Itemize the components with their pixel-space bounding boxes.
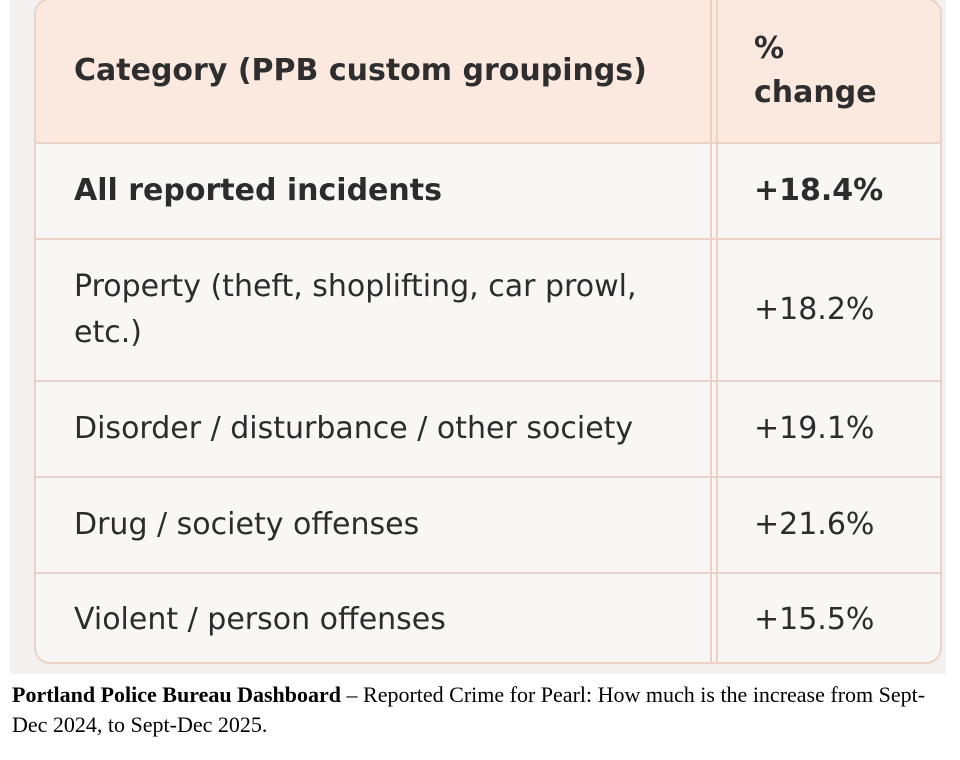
row-change: +18.2% bbox=[754, 292, 875, 327]
table-row-disorder bbox=[36, 382, 940, 478]
caption-title: Portland Police Bureau Dashboard bbox=[12, 682, 342, 707]
row-change: +21.6% bbox=[754, 507, 875, 542]
header-category: Category (PPB custom groupings) bbox=[74, 53, 647, 88]
row-change: +15.5% bbox=[754, 602, 875, 637]
column-divider bbox=[710, 574, 718, 664]
table-frame bbox=[10, 0, 946, 674]
figure-caption bbox=[12, 680, 932, 740]
column-divider bbox=[710, 0, 718, 142]
crime-change-table bbox=[34, 0, 942, 664]
row-category: Drug / society offenses bbox=[74, 507, 420, 542]
table-row-property bbox=[36, 240, 940, 382]
row-change: +19.1% bbox=[754, 411, 875, 446]
table-header-row bbox=[36, 0, 940, 144]
row-category: Property (theft, shoplifting, car prowl, etc.) bbox=[74, 269, 637, 350]
header-change bbox=[718, 0, 940, 142]
table-row-violent bbox=[36, 574, 940, 664]
header-change-line1: % bbox=[754, 31, 785, 66]
row-change: +18.4% bbox=[754, 173, 884, 208]
row-category: Violent / person offenses bbox=[74, 602, 446, 637]
row-category: Disorder / disturbance / other society bbox=[74, 411, 634, 446]
column-divider bbox=[710, 240, 718, 380]
column-divider bbox=[710, 382, 718, 476]
table-row-all-incidents bbox=[36, 144, 940, 240]
table-row-drug bbox=[36, 478, 940, 574]
column-divider bbox=[710, 144, 718, 238]
column-divider bbox=[710, 478, 718, 572]
caption-text: – Reported Crime for Pearl: How much is the increase from Sept-Dec 2024, to Sept-Dec 2025. bbox=[12, 682, 926, 737]
header-change-line2: change bbox=[754, 75, 877, 110]
row-category: All reported incidents bbox=[74, 173, 442, 208]
